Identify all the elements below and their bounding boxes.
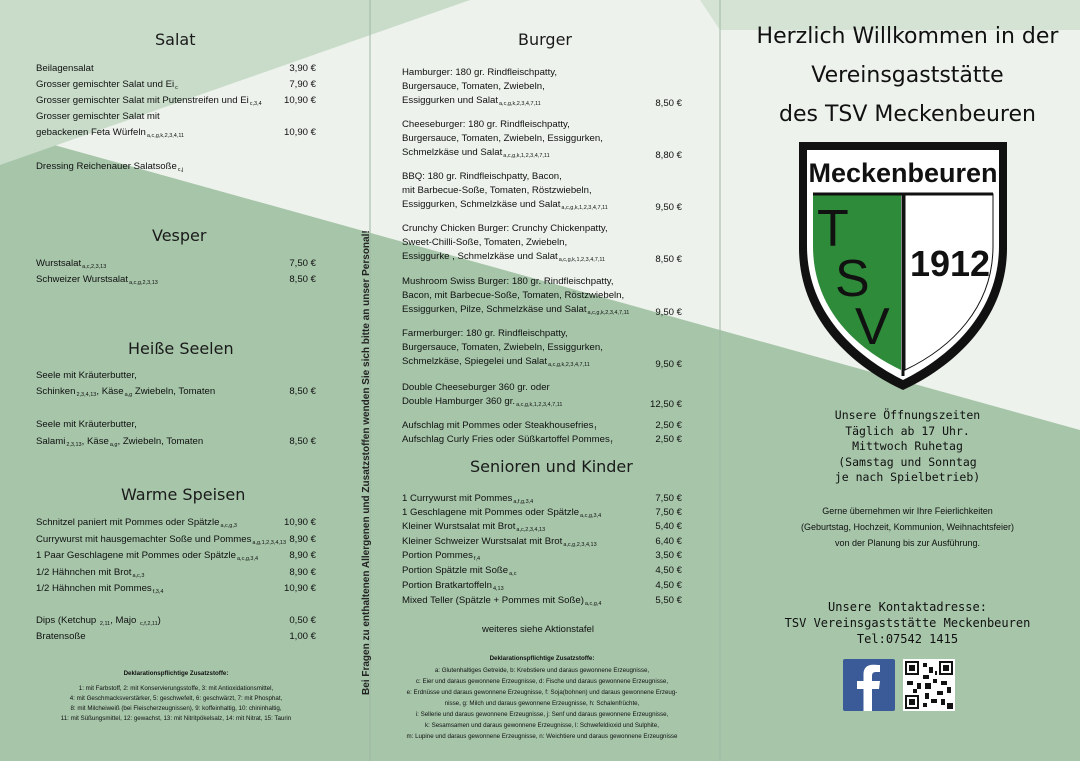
allergen-codes: 4,13 xyxy=(492,586,504,592)
burger-line: Farmerburger: 180 gr. Rindfleischpatty, xyxy=(402,328,568,339)
item-price: 8,50 € xyxy=(289,386,316,397)
events-line: Gerne übernehmen wir Ihre Feierlichkeiten xyxy=(822,506,993,516)
item-price: 8,50 € xyxy=(655,254,682,265)
allergen-codes: a,c,g,k,1,2,3,4,7,11 xyxy=(516,402,563,408)
hours-line: Unsere Öffnungszeiten xyxy=(834,408,981,422)
allergen-codes: a,c,2,3,4,13 xyxy=(516,527,546,533)
item-price: 6,40 € xyxy=(655,536,682,547)
item-price: 4,50 € xyxy=(655,580,682,591)
footnote-line: e: Erdnüsse und daraus gewonnene Erzeugnisse, f: Soja(bohnen) und daraus gewonnene Erzeug- xyxy=(406,689,678,696)
burger-line: Bacon, mit Barbecue-Soße, Tomaten, Röstzwiebeln, xyxy=(402,290,625,301)
item-name: Mixed Teller (Spätzle + Pommes mit $Soße)_{a,c,g,4}$ xyxy=(402,595,602,607)
footnote-title-middle: Deklarationspflichtige Zusatzstoffe: xyxy=(489,655,595,662)
footnote-line: 8: mit Milcheiweiß (bei Fleischerzeugnissen), 9: koffeinhaltig, 10: chininhaltig, xyxy=(70,705,282,712)
burger-line: Essiggurke , Schmelzkäse und Salat$_{a,c,g,k,1,2,3,4,7,11}$ xyxy=(402,251,606,263)
item-price: 3,90 € xyxy=(289,63,316,74)
item-price: 3,50 € xyxy=(655,550,682,561)
item-name: Dressing Reichenauer Salatsoße$_{c,j}$ xyxy=(36,161,184,173)
footnote-line: nisse, g: Milch und daraus gewonnene Erzeugnisse, h: Schalenfrüchte, xyxy=(444,700,640,707)
allergen-codes: a,c,g,3 xyxy=(220,523,237,529)
events-line: von der Planung bis zur Ausführung. xyxy=(834,538,981,548)
seele-line: Seele mit Kräuterbutter, xyxy=(36,370,137,381)
seele-line: Seele mit Kräuterbutter, xyxy=(36,419,137,430)
item-name: Salami$_{2,3,13}$, Käse$_{a,g}$, Zwiebeln, Tomaten xyxy=(36,436,204,448)
allergen-codes: a,c xyxy=(509,571,517,577)
item-name: Currywurst mit hausgemachter Soße und Pommes$_{a,g,1,2,3,4,13}$ xyxy=(36,534,287,546)
burger-line: Schmelzkäse und Salat$_{a,c,g,k,1,2,3,4,7,11}$ xyxy=(402,147,550,159)
burger-line: Crunchy Chicken Burger: Crunchy Chickenpatty, xyxy=(402,223,608,234)
section-title-senioren-kinder: Senioren und Kinder xyxy=(470,457,633,476)
item-name: Schinken$_{2,3,4,13}$, Käse$_{a,g}$ Zwiebeln, Tomaten xyxy=(36,386,216,398)
contact-line: Tel:07542 1415 xyxy=(856,632,959,646)
footnote-line: 1: mit Farbstoff, 2: mit Konservierungsstoffe, 3: mit Antioxidationsmittel, xyxy=(78,685,274,692)
right-panel xyxy=(735,0,1080,761)
allergen-codes: c,j xyxy=(177,167,184,173)
item-price: 2,50 € xyxy=(655,434,682,445)
item-price: 7,50 € xyxy=(655,493,682,504)
item-name: Wurstsalat$_{a,c,2,3,13}$ xyxy=(36,258,107,270)
item-name: 1/2 Hähnchen mit Brot$_{a,c,3}$ xyxy=(36,567,145,579)
hours-line: Täglich ab 17 Uhr. xyxy=(845,423,970,438)
section-title-salat: Salat xyxy=(155,30,196,49)
section-title-warme-speisen: Warme Speisen xyxy=(121,485,246,504)
tsv-crest-logo xyxy=(795,138,1011,394)
section-title-burger: Burger xyxy=(518,30,572,49)
item-name: Kleiner Wurstsalat mit Brot$_{a,c,2,3,4,13}$ xyxy=(402,521,546,533)
allergen-codes: a,c,g,3,4 xyxy=(236,556,259,562)
section-title-vesper: Vesper xyxy=(152,226,207,245)
allergen-codes: a,g,1,2,3,4,13 xyxy=(252,540,287,546)
item-name: Grosser gemischter Salat mit xyxy=(36,111,160,122)
item-name: Portion Pommes$_{f,4}$ xyxy=(402,550,481,562)
allergen-codes: a,c,g,4 xyxy=(584,601,602,607)
item-name: Grosser gemischter Salat und $Ei_c$ xyxy=(36,79,178,91)
allergen-codes: a,c,g,k,2,3,4,7,11 xyxy=(548,362,590,368)
burger-item xyxy=(402,327,682,372)
allergen-codes: f,3,4 xyxy=(152,589,164,595)
item-price: 5,50 € xyxy=(655,595,682,606)
item-name: Bratensoße xyxy=(36,631,86,642)
welcome-line: des TSV Meckenbeuren xyxy=(779,102,1036,127)
item-price: 8,90 € xyxy=(289,550,316,561)
allergen-codes: c xyxy=(175,85,178,91)
burger-line: mit Barbecue-Soße, Tomaten, Röstzwiebeln, xyxy=(402,185,592,196)
item-name: Aufschlag Curly Fries oder Süßkartoffel Pommes$_f$ xyxy=(402,434,613,446)
footnote-line: 4: mit Geschmacksverstärker, 5: geschwefelt, 6: geschwärzt, 7: mit Phosphat, xyxy=(69,695,283,702)
item-price: 8,80 € xyxy=(655,150,682,161)
burger-line: Hamburger: 180 gr. Rindfleischpatty, xyxy=(402,67,557,78)
allergen-codes: f xyxy=(594,426,596,432)
burger-line: Burgersauce, Tomaten, Zwiebeln, Essiggurken, xyxy=(402,342,603,353)
allergen-codes: a,c,3 xyxy=(132,573,145,579)
middle-panel xyxy=(392,0,692,761)
burger-line: Essiggurken, Pilze, Schmelzkäse und Salat$_{a,c,g,k,2,3,4,7,11}$ xyxy=(402,304,630,316)
burger-item xyxy=(402,118,682,163)
left-panel xyxy=(0,0,340,761)
allergen-codes: a,g xyxy=(109,442,118,448)
contact-line: TSV Vereinsgaststätte Meckenbeuren xyxy=(784,616,1031,630)
item-name: 1 Geschlagene mit Pommes oder Spätzle$_{a,c,g,3,4}$ xyxy=(402,507,602,519)
item-name: 1 Currywurst mit Pommes$_{a,f,g,3,4}$ xyxy=(402,493,534,505)
hours-line: je nach Spielbetrieb) xyxy=(834,470,981,484)
item-name: Aufschlag mit Pommes oder Steakhousefries$_f$ xyxy=(402,420,596,432)
crest-town-name: Meckenbeuren xyxy=(808,158,998,188)
item-price: 8,90 € xyxy=(289,567,316,578)
allergen-codes: c,3,4 xyxy=(249,101,262,107)
item-name: Schweizer Wurstsalat$_{a,c,g,2,3,13}$ xyxy=(36,274,158,286)
hours-line: (Samstag und Sonntag xyxy=(838,454,977,469)
item-name: Schnitzel paniert mit Pommes oder Spätzle$_{a,c,g,3}$ xyxy=(36,517,237,529)
item-name: gebackenen Feta Würfeln$_{a,c,g,k,2,3,4,11}$ xyxy=(36,127,185,139)
qr-code-icon[interactable] xyxy=(903,659,955,711)
item-price: 8,50 € xyxy=(655,98,682,109)
burger-item xyxy=(402,381,682,412)
allergen-codes: a,f,g,3,4 xyxy=(513,499,534,505)
contact-line: Unsere Kontaktadresse: xyxy=(828,600,987,614)
burger-line: Double Hamburger 360 $gr._{a,c,g,k,1,2,3,4,7,11}$ xyxy=(402,396,563,408)
footnote-line: m: Lupine und daraus gewonnene Erzeugnisse, n: Weichtiere und daraus gewonnene Erzeugnisse xyxy=(406,733,678,740)
hours-line: Mittwoch Ruhetag xyxy=(852,439,963,453)
allergen-note: Bei Fragen zu enthaltenen Allergenen und Zusatzstoffen wenden Sie sich bitte an unser Personal! xyxy=(361,230,372,695)
item-price: 10,90 € xyxy=(283,583,316,594)
item-price: 8,50 € xyxy=(289,274,316,285)
burger-line: Cheeseburger: 180 gr. Rindfleischpatty, xyxy=(402,119,570,130)
burger-line: Burgersauce, Tomaten, Zwiebeln, xyxy=(402,81,545,92)
allergen-codes: 2,3,4,13 xyxy=(76,392,97,398)
burger-item xyxy=(402,222,682,267)
allergen-codes: a,c,g,k,1,2,3,4,7,11 xyxy=(503,153,550,159)
item-price: 7,50 € xyxy=(655,507,682,518)
burger-line: Burgersauce, Tomaten, Zwiebeln, Essiggurken, xyxy=(402,133,603,144)
allergen-codes: a,c,g,k,1,2,3,4,7,11 xyxy=(561,205,608,211)
footnote-line: i: Sellerie und daraus gewonnene Erzeugnisse, j: Senf und daraus gewonnene Erzeugnisse, xyxy=(415,711,669,718)
section-title-heisse-seelen: Heiße Seelen xyxy=(128,339,234,358)
item-price: 10,90 € xyxy=(283,517,316,528)
crest-year: 1912 xyxy=(909,243,991,284)
item-price: 4,50 € xyxy=(655,565,682,576)
welcome-line: Vereinsgaststätte xyxy=(811,63,1004,88)
crest-letter-t: T xyxy=(817,200,849,258)
burger-item xyxy=(402,66,682,111)
allergen-codes: 2,11 xyxy=(99,621,111,627)
events-line: (Geburtstag, Hochzeit, Kommunion, Weihnachtsfeier) xyxy=(801,522,1014,532)
item-price: 5,40 € xyxy=(655,521,682,532)
item-name: Grosser gemischter Salat mit Putenstreifen und $Ei_{c,3,4}$ xyxy=(36,95,262,107)
footnote-title-left: Deklarationspflichtige Zusatzstoffe: xyxy=(123,670,229,677)
item-name: Dips (Ketchup $_{2,11}$, Majo $_{c,f,2,11}$) xyxy=(36,615,161,627)
burger-line: Essiggurken und Salat$_{a,c,g,k,2,3,4,7,11}$ xyxy=(402,95,541,107)
allergen-codes: c,f,2,11 xyxy=(140,621,158,627)
allergen-codes: a,g xyxy=(124,392,133,398)
item-price: 10,90 € xyxy=(283,95,316,106)
item-price: 9,50 € xyxy=(655,359,682,370)
allergen-codes: a,c,g,2,3,13 xyxy=(129,280,158,286)
burger-line: Essiggurken, Schmelzkäse und Salat$_{a,c,g,k,1,2,3,4,7,11}$ xyxy=(402,199,608,211)
item-name: Kleiner Schweizer Wurstsalat mit Brot$_{a,c,g,2,3,4,13}$ xyxy=(402,536,597,548)
allergen-codes: f xyxy=(610,440,613,446)
item-price: 1,00 € xyxy=(289,631,316,642)
allergen-codes: a,c,g,k,2,3,4,11 xyxy=(146,133,185,139)
item-price: 2,50 € xyxy=(655,420,682,431)
item-name: Portion Spätzle mit Soße$_{a,c}$ xyxy=(402,565,517,577)
footnote-line: a: Glutenhaltiges Getreide, b: Krebstiere und daraus gewonnene Erzeugnisse, xyxy=(434,667,650,674)
item-price: 7,90 € xyxy=(289,79,316,90)
burger-line: Double Cheeseburger 360 gr. oder xyxy=(402,382,550,393)
footnote-line: k: Sesamsamen und daraus gewonnene Erzeugnisse, l: Schwefeldioxid und Sulphite, xyxy=(425,722,659,729)
burger-item xyxy=(402,275,682,320)
item-price: 9,50 € xyxy=(655,202,682,213)
allergen-codes: a,c,g,k,2,3,4,7,11 xyxy=(499,101,541,107)
burger-line: Mushroom Swiss Burger: 180 gr. Rindfleischpatty, xyxy=(402,276,614,287)
item-name: 1/2 Hähnchen mit Pommes$_{f,3,4}$ xyxy=(36,583,164,595)
item-name: Portion Bratkartoffeln$_{4,13}$ xyxy=(402,580,504,592)
item-price: 8,90 € xyxy=(289,534,316,545)
burger-item xyxy=(402,170,682,215)
burger-line: Sweet-Chilli-Soße, Tomaten, Zwiebeln, xyxy=(402,237,568,248)
crest-letter-v: V xyxy=(855,298,890,356)
item-name: Beilagensalat xyxy=(36,63,94,74)
item-price: 12,50 € xyxy=(649,399,682,410)
allergen-codes: a,c,g,3,4 xyxy=(580,513,602,519)
item-price: 10,90 € xyxy=(283,127,316,138)
allergen-codes: a,c,g,k,2,3,4,7,11 xyxy=(587,310,630,316)
footnote-line: c: Eier und daraus gewonnene Erzeugnisse, d: Fische und daraus gewonnene Erzeugnisse, xyxy=(415,678,669,685)
allergen-codes: a,c,g,2,3,4,13 xyxy=(563,542,597,548)
allergen-codes: a,c,2,3,13 xyxy=(82,264,107,270)
facebook-icon[interactable] xyxy=(843,659,895,711)
allergen-codes: 2,3,13 xyxy=(66,442,82,448)
item-price: 9,50 € xyxy=(655,307,682,318)
burger-line: Schmelzkäse, Spiegelei und Salat$_{a,c,g,k,2,3,4,7,11}$ xyxy=(402,356,590,368)
allergen-codes: a,c,g,k,1,2,3,4,7,11 xyxy=(558,257,606,263)
item-price: 8,50 € xyxy=(289,436,316,447)
item-price: 7,50 € xyxy=(289,258,316,269)
burger-line: BBQ: 180 gr. Rindfleischpatty, Bacon, xyxy=(402,171,562,182)
crest-letter-s: S xyxy=(835,250,870,308)
footnote-line: 11: mit Süßungsmittel, 12: gewachst, 13: mit Nitritpökelsalz, 14: mit Nitrat, 15: Taurin xyxy=(60,715,292,722)
item-price: 0,50 € xyxy=(289,615,316,626)
item-name: 1 Paar Geschlagene mit Pommes oder Spätzle$_{a,c,g,3,4}$ xyxy=(36,550,259,562)
more-note: weiteres siehe Aktionstafel xyxy=(482,624,594,635)
welcome-line: Herzlich Willkommen in der xyxy=(756,24,1059,49)
allergen-codes: f,4 xyxy=(473,556,481,562)
